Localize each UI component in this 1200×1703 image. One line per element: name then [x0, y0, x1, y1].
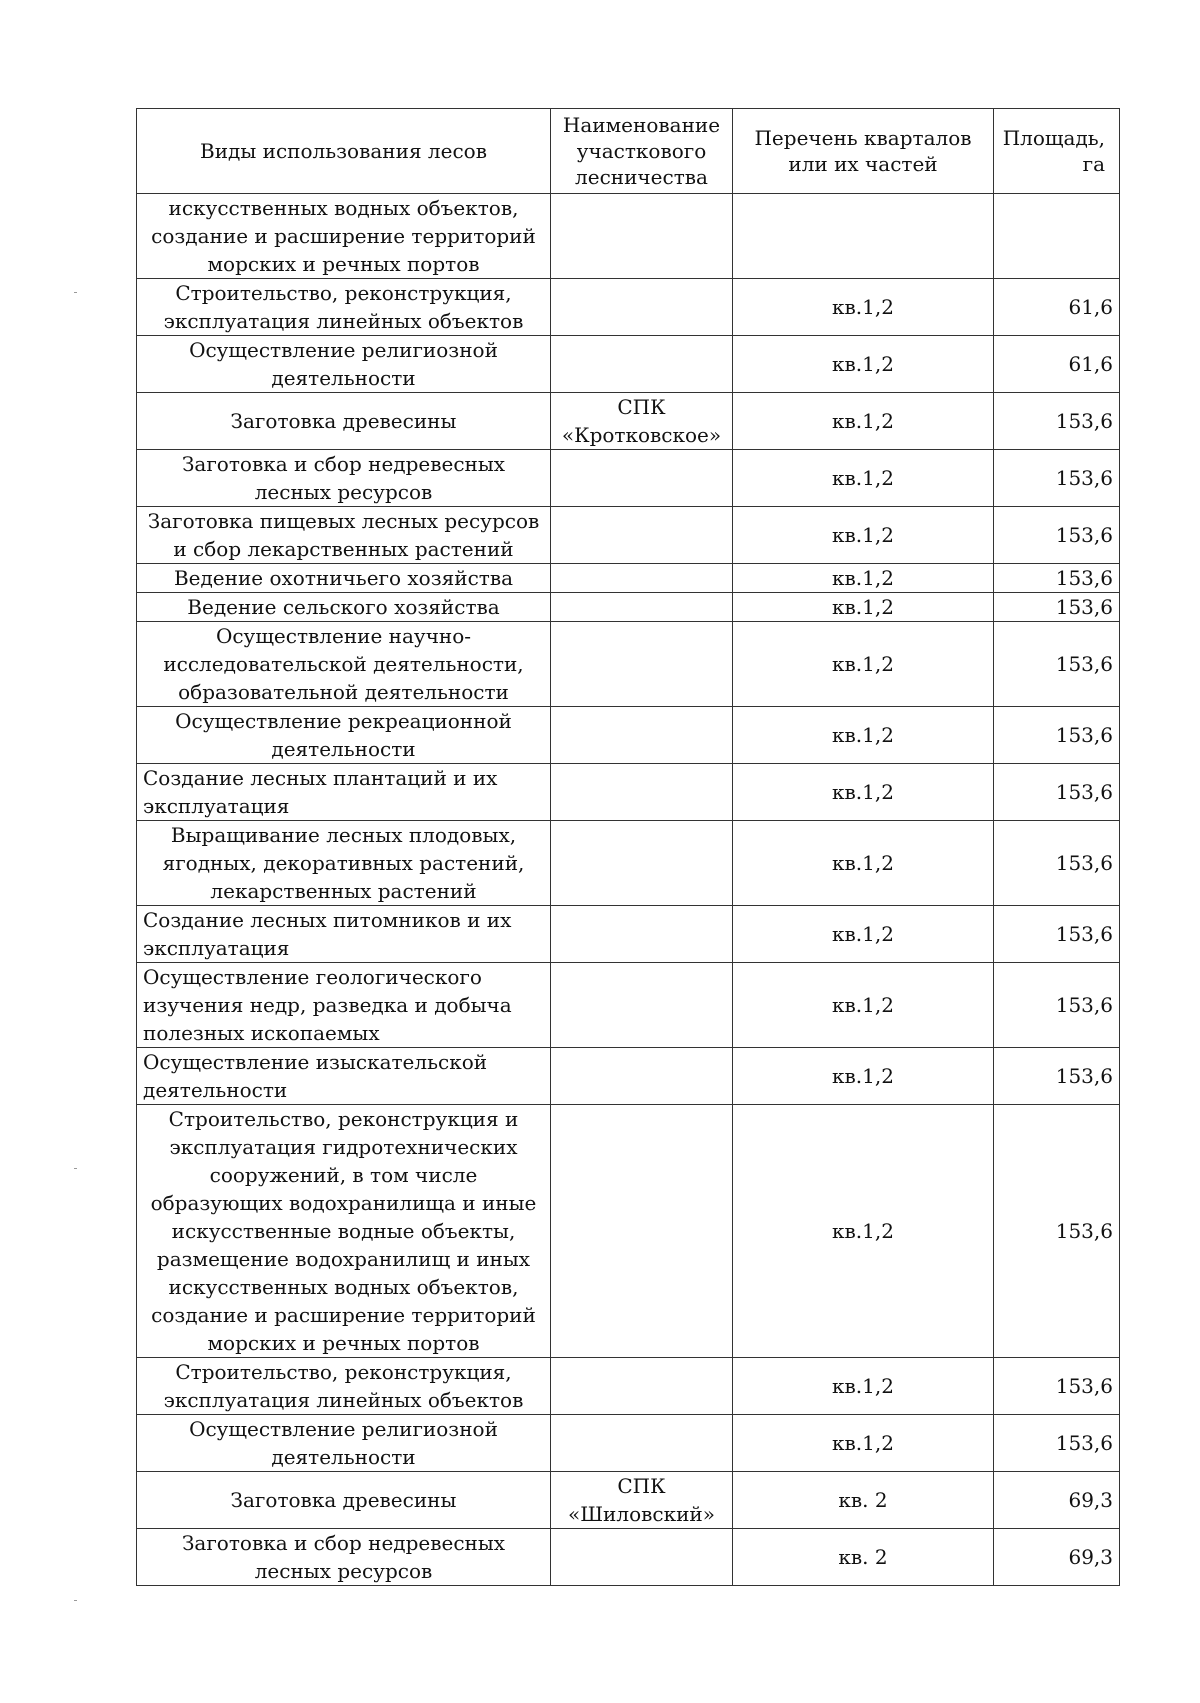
- table-body: [137, 194, 1120, 1586]
- cell-kind: Осуществление религиозной деятельности: [137, 1415, 551, 1472]
- cell-forestry: [551, 963, 733, 1048]
- margin-mark: [74, 1600, 77, 1601]
- cell-forestry: [551, 1529, 733, 1586]
- cell-kind: Заготовка пищевых лесных ресурсов и сбор лекарственных растений: [137, 507, 551, 564]
- cell-quarters: [733, 194, 994, 279]
- cell-area: 153,6: [994, 963, 1120, 1048]
- cell-quarters: кв.1,2: [733, 279, 994, 336]
- cell-forestry: [551, 764, 733, 821]
- cell-forestry: [551, 194, 733, 279]
- cell-area: 153,6: [994, 821, 1120, 906]
- cell-kind: Выращивание лесных плодовых, ягодных, декоративных растений, лекарственных растений: [137, 821, 551, 906]
- cell-quarters: кв. 2: [733, 1472, 994, 1529]
- table-row: [137, 707, 1120, 764]
- table-row: [137, 393, 1120, 450]
- cell-forestry: [551, 564, 733, 593]
- cell-quarters: кв.1,2: [733, 450, 994, 507]
- cell-kind: Строительство, реконструкция, эксплуатация линейных объектов: [137, 279, 551, 336]
- table-row: [137, 336, 1120, 393]
- cell-quarters: кв.1,2: [733, 1415, 994, 1472]
- cell-forestry: [551, 336, 733, 393]
- cell-kind: Строительство, реконструкция, эксплуатация линейных объектов: [137, 1358, 551, 1415]
- cell-forestry: [551, 707, 733, 764]
- table-row: [137, 564, 1120, 593]
- table-row: [137, 1472, 1120, 1529]
- table-row: [137, 1358, 1120, 1415]
- cell-kind: Осуществление религиозной деятельности: [137, 336, 551, 393]
- cell-kind: Осуществление геологического изучения недр, разведка и добыча полезных ископаемых: [137, 963, 551, 1048]
- cell-kind: Ведение сельского хозяйства: [137, 593, 551, 622]
- cell-kind: Строительство, реконструкция и эксплуатация гидротехнических сооружений, в том числе образующих водохранилища и иные искусственные водные объекты, размещение водохранилищ и иных искусственных водных объектов, создание и расширение территорий морских и речных портов: [137, 1105, 551, 1358]
- cell-forestry: СПК «Шиловский»: [551, 1472, 733, 1529]
- table-row: [137, 764, 1120, 821]
- cell-kind: Осуществление изыскательской деятельности: [137, 1048, 551, 1105]
- cell-forestry: СПК «Кротковское»: [551, 393, 733, 450]
- cell-quarters: кв.1,2: [733, 336, 994, 393]
- cell-area: 153,6: [994, 764, 1120, 821]
- cell-quarters: кв.1,2: [733, 764, 994, 821]
- cell-area: 153,6: [994, 622, 1120, 707]
- cell-quarters: кв.1,2: [733, 564, 994, 593]
- table-row: [137, 1415, 1120, 1472]
- header-forestry: Наименование участкового лесничества: [551, 109, 733, 194]
- cell-area: 153,6: [994, 507, 1120, 564]
- cell-kind: Создание лесных плантаций и их эксплуатация: [137, 764, 551, 821]
- cell-area: [994, 194, 1120, 279]
- cell-quarters: кв.1,2: [733, 393, 994, 450]
- cell-area: 153,6: [994, 1358, 1120, 1415]
- cell-forestry: [551, 622, 733, 707]
- table-row: [137, 507, 1120, 564]
- table-row: [137, 593, 1120, 622]
- table-row: [137, 622, 1120, 707]
- table-row: [137, 194, 1120, 279]
- cell-forestry: [551, 1105, 733, 1358]
- table-row: [137, 963, 1120, 1048]
- cell-kind: Заготовка и сбор недревесных лесных ресурсов: [137, 450, 551, 507]
- cell-kind: Создание лесных питомников и их эксплуатация: [137, 906, 551, 963]
- table-row: [137, 1529, 1120, 1586]
- cell-area: 69,3: [994, 1472, 1120, 1529]
- cell-kind: Заготовка древесины: [137, 393, 551, 450]
- table-row: [137, 450, 1120, 507]
- cell-quarters: кв.1,2: [733, 963, 994, 1048]
- cell-quarters: кв.1,2: [733, 707, 994, 764]
- cell-quarters: кв.1,2: [733, 1048, 994, 1105]
- cell-quarters: кв.1,2: [733, 507, 994, 564]
- table-row: [137, 1105, 1120, 1358]
- cell-kind: Заготовка древесины: [137, 1472, 551, 1529]
- cell-kind: Осуществление научно-исследовательской деятельности, образовательной деятельности: [137, 622, 551, 707]
- cell-forestry: [551, 1415, 733, 1472]
- forest-use-table: [136, 108, 1120, 1586]
- cell-kind: Ведение охотничьего хозяйства: [137, 564, 551, 593]
- cell-forestry: [551, 821, 733, 906]
- cell-kind: искусственных водных объектов, создание и расширение территорий морских и речных портов: [137, 194, 551, 279]
- cell-forestry: [551, 1048, 733, 1105]
- cell-kind: Осуществление рекреационной деятельности: [137, 707, 551, 764]
- header-quarters: Перечень кварталов или их частей: [733, 109, 994, 194]
- cell-forestry: [551, 507, 733, 564]
- cell-area: 153,6: [994, 707, 1120, 764]
- cell-area: 153,6: [994, 564, 1120, 593]
- cell-quarters: кв.1,2: [733, 1105, 994, 1358]
- cell-forestry: [551, 279, 733, 336]
- cell-quarters: кв. 2: [733, 1529, 994, 1586]
- table-row: [137, 1048, 1120, 1105]
- cell-quarters: кв.1,2: [733, 821, 994, 906]
- cell-area: 61,6: [994, 279, 1120, 336]
- cell-quarters: кв.1,2: [733, 1358, 994, 1415]
- cell-quarters: кв.1,2: [733, 906, 994, 963]
- table-row: [137, 906, 1120, 963]
- cell-area: 153,6: [994, 450, 1120, 507]
- cell-forestry: [551, 450, 733, 507]
- margin-mark: [74, 292, 77, 293]
- cell-quarters: кв.1,2: [733, 622, 994, 707]
- cell-area: 61,6: [994, 336, 1120, 393]
- cell-area: 153,6: [994, 1048, 1120, 1105]
- cell-kind: Заготовка и сбор недревесных лесных ресурсов: [137, 1529, 551, 1586]
- cell-area: 153,6: [994, 1105, 1120, 1358]
- cell-area: 153,6: [994, 593, 1120, 622]
- header-area: Площадь, га: [994, 109, 1120, 194]
- cell-area: 69,3: [994, 1529, 1120, 1586]
- cell-area: 153,6: [994, 393, 1120, 450]
- cell-area: 153,6: [994, 1415, 1120, 1472]
- cell-quarters: кв.1,2: [733, 593, 994, 622]
- margin-mark: [74, 1168, 77, 1169]
- cell-forestry: [551, 1358, 733, 1415]
- cell-forestry: [551, 593, 733, 622]
- cell-forestry: [551, 906, 733, 963]
- cell-area: 153,6: [994, 906, 1120, 963]
- header-kind: Виды использования лесов: [137, 109, 551, 194]
- table-row: [137, 279, 1120, 336]
- table-header-row: [137, 109, 1120, 194]
- table-row: [137, 821, 1120, 906]
